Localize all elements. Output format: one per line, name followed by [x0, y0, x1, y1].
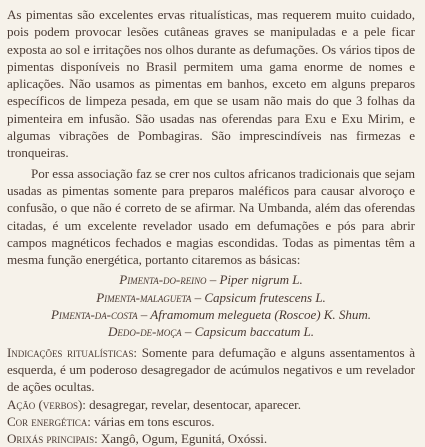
property-indications	[7, 344, 415, 396]
pepper-variety	[7, 323, 415, 340]
property-label: Ação (verbos):	[7, 396, 86, 412]
property-value: Xangô, Ogum, Egunitá, Oxóssi.	[97, 431, 268, 447]
property-label: Indicações ritualísticas:	[7, 344, 137, 360]
separator: –	[191, 289, 205, 305]
pepper-variety	[7, 289, 415, 306]
property-label: Orixás principais:	[7, 431, 98, 447]
pepper-variety	[7, 271, 415, 288]
pepper-scientific-name: Capsicum frutescens L.	[204, 289, 326, 305]
property-value: várias em tons escuros.	[90, 413, 215, 429]
pepper-scientific-name: Piper nigrum L.	[219, 272, 303, 288]
pepper-scientific-name: Capsicum baccatum L.	[194, 324, 314, 340]
property-energy-color	[7, 413, 415, 430]
property-label: Cor energética:	[7, 413, 91, 429]
pepper-scientific-name: Aframomum melegueta (Roscoe) K. Shum.	[150, 307, 371, 323]
pepper-variety	[7, 306, 415, 323]
paragraph-association: Por essa associação faz se crer nos cultos africanos tradicionais que sejam usadas as pimentas somente para preparos maléficos para causar alvoroço e confusão, o que não é correto de se afirmar. Na Umbanda, além das oferendas citadas, é um excelente revelador usado em defumações e pós para abrir campos magnéticos fechados e magias escondidas. Todas as pimentas têm a mesma função energética, portanto citaremos as básicas:	[7, 165, 415, 268]
separator: –	[137, 307, 151, 323]
pepper-common-name: Pimenta-malagueta	[96, 289, 192, 305]
pepper-common-name: Pimenta-da-costa	[50, 307, 138, 323]
property-orixas	[7, 430, 415, 447]
separator: –	[206, 272, 220, 288]
pepper-common-name: Pimenta-do-reino	[119, 272, 207, 288]
separator: –	[181, 324, 195, 340]
pepper-varieties-list	[7, 271, 415, 340]
property-value: Somente para defumação e alguns assentamentos à esquerda, é um poderoso desagregador de acúmulos negativos e um revelador de ações ocultas.	[7, 344, 415, 395]
pepper-common-name: Dedo-de-moça	[108, 324, 182, 340]
property-value: desagregar, revelar, desentocar, aparecer.	[85, 396, 301, 412]
paragraph-intro: As pimentas são excelentes ervas ritualísticas, mas requerem muito cuidado, pois podem provocar lesões cutâneas graves se manipuladas e a pele ficar exposta ao sol e irritações nos olhos durante as defumações. Os vários tipos de pimentas disponíveis no Brasil permitem uma gama enorme de nomes e aplicações. Não usamos as pimentas em banhos, exceto em alguns preparos específicos de limpeza pesada, em que se usam não mais do que 3 folhas da pimenteira em infusão. São usadas nas oferendas para Exu e Exu Mirim, e algumas vibrações de Pombagiras. São imprescindíveis nas firmezas e tronqueiras.	[7, 7, 415, 161]
property-actions	[7, 396, 415, 413]
